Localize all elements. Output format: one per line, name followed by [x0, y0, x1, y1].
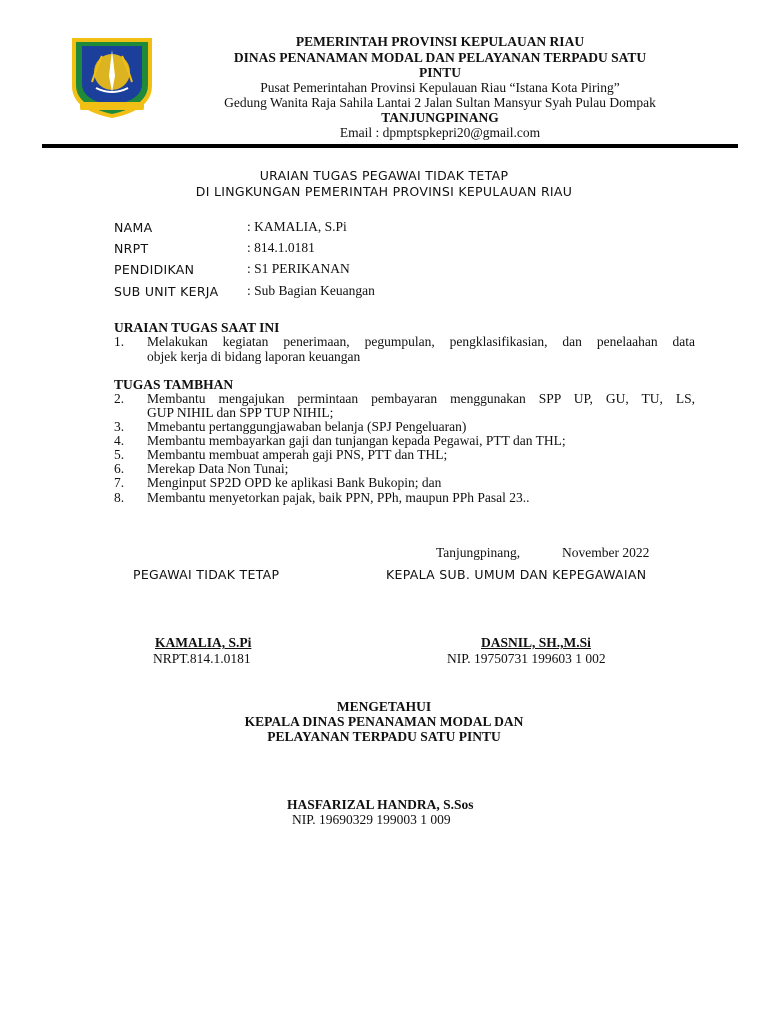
approval-title-2: PELAYANAN TERPADU SATU PINTU: [267, 729, 501, 744]
list-item-number: 1.: [114, 334, 125, 349]
list-item-text: Menginput SP2D OPD ke aplikasi Bank Bukopin; dan: [147, 475, 442, 490]
header-province: PEMERINTAH PROVINSI KEPULAUAN RIAU: [295, 34, 585, 49]
list-item-text: Membantu menyetorkan pajak, baik PPN, PPh, maupun PPh Pasal 23..: [147, 490, 530, 505]
right-signatory-role: KEPALA SUB. UMUM DAN KEPEGAWAIAN: [386, 567, 647, 582]
identity-label-nrpt: NRPT: [114, 241, 149, 256]
list-item-number: 4.: [114, 433, 125, 448]
list-item-number: 5.: [114, 447, 125, 462]
provincial-emblem-logo: [68, 34, 156, 120]
header-divider: [42, 144, 738, 148]
header-email: Email : dpmptspkepri20@gmail.com: [339, 125, 541, 140]
left-signatory-name: KAMALIA, S.Pi: [155, 635, 252, 650]
header-agency-cont: PINTU: [418, 65, 461, 80]
list-item-text: Merekap Data Non Tunai;: [147, 461, 289, 476]
identity-value-name: : KAMALIA, S.Pi: [247, 219, 347, 234]
list-item-number: 2.: [114, 391, 125, 406]
document-subtitle: DI LINGKUNGAN PEMERINTAH PROVINSI KEPULAUAN RIAU: [195, 184, 573, 199]
header-city: TANJUNGPINANG: [381, 110, 499, 125]
right-signatory-name: DASNIL, SH.,M.Si: [481, 635, 591, 650]
header-address-2: Gedung Wanita Raja Sahila Lantai 2 Jalan Sultan Mansyur Syah Pulau Dompak: [224, 95, 656, 110]
right-signatory-id: NIP. 19750731 199603 1 002: [447, 651, 606, 666]
approval-title-1: KEPALA DINAS PENANAMAN MODAL DAN: [244, 714, 524, 729]
list-item-text: Membantu mengajukan permintaan pembayaran menggunakan SPP UP, GU, TU, LS,: [147, 391, 695, 406]
identity-value-nrpt: : 814.1.0181: [247, 240, 315, 255]
document-title: URAIAN TUGAS PEGAWAI TIDAK TETAP: [259, 168, 509, 183]
identity-label-unit: SUB UNIT KERJA: [114, 284, 219, 299]
list-item-number: 8.: [114, 490, 125, 505]
identity-label-education: PENDIDIKAN: [114, 262, 195, 277]
list-item-number: 7.: [114, 475, 125, 490]
list-item-text: Mmebantu pertanggungjawaban belanja (SPJ Pengeluaran): [147, 419, 467, 434]
approver-id: NIP. 19690329 199003 1 009: [292, 812, 451, 827]
header-address-1: Pusat Pemerintahan Provinsi Kepulauan Riau “Istana Kota Piring”: [260, 80, 620, 95]
signature-place: Tanjungpinang,: [436, 545, 521, 560]
header-agency: DINAS PENANAMAN MODAL DAN PELAYANAN TERPADU SATU: [233, 50, 647, 65]
list-item-text: Melakukan kegiatan penerimaan, pegumpulan, pengklasifikasian, dan penelaahan data: [147, 334, 695, 349]
list-item-number: 3.: [114, 419, 125, 434]
list-item-text: Membantu membayarkan gaji dan tunjangan kepada Pegawai, PTT dan THL;: [147, 433, 566, 448]
approval-heading: MENGETAHUI: [336, 699, 432, 714]
left-signatory-id: NRPT.814.1.0181: [153, 651, 251, 666]
identity-value-unit: : Sub Bagian Keuangan: [247, 283, 375, 298]
list-item-text-cont: objek kerja di bidang laporan keuangan: [147, 349, 361, 364]
left-signatory-role: PEGAWAI TIDAK TETAP: [133, 567, 280, 582]
identity-value-education: : S1 PERIKANAN: [247, 261, 350, 276]
signature-date: November 2022: [562, 545, 650, 560]
approver-name: HASFARIZAL HANDRA, S.Sos: [287, 797, 474, 812]
section-additional-duties-heading: TUGAS TAMBHAN: [114, 377, 234, 392]
identity-label-name: NAMA: [114, 220, 153, 235]
section-current-duties-heading: URAIAN TUGAS SAAT INI: [114, 320, 280, 335]
list-item-text-cont: GUP NIHIL dan SPP TUP NIHIL;: [147, 405, 334, 420]
list-item-number: 6.: [114, 461, 125, 476]
list-item-text: Membantu membuat amperah gaji PNS, PTT dan THL;: [147, 447, 448, 462]
